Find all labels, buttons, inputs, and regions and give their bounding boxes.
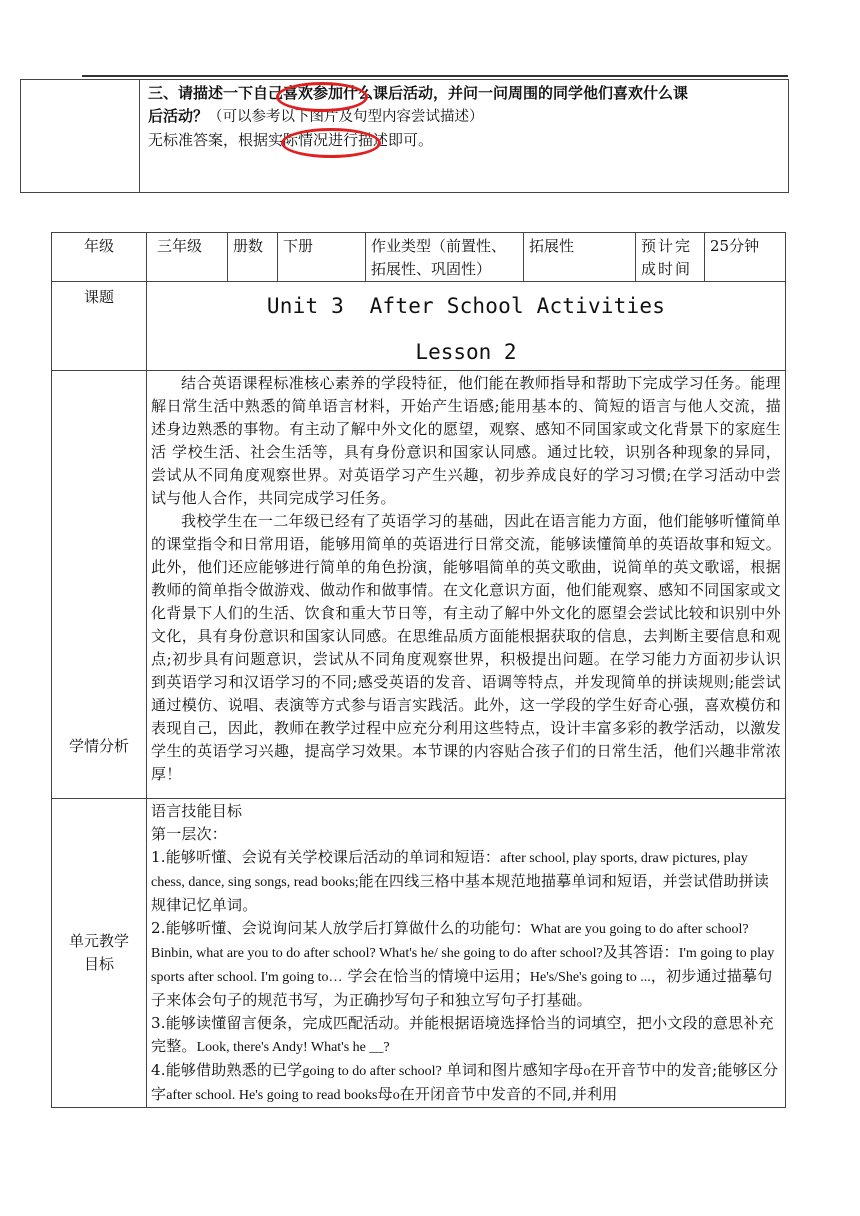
goal-4-english-3: after school. He's going to read books: [166, 1088, 378, 1103]
topic-label: 课题: [52, 282, 147, 371]
goal-2-english-2: I'm going to play sports after school. I'm going to…: [151, 946, 775, 985]
time-value: 25分钟: [705, 233, 786, 282]
goals-label: [52, 799, 147, 1108]
task-content-cell: [140, 80, 789, 193]
analysis-content: [147, 371, 786, 799]
goal-1-text-a: 1.能够听懂、会说有关学校课后活动的单词和短语：: [151, 848, 501, 866]
task-question-line2: [148, 105, 782, 129]
goals-content: [147, 799, 786, 1108]
unit-title: Unit 3 After School Activities: [266, 294, 666, 318]
top-rule: [82, 75, 788, 77]
homework-type-label: 作业类型（前置性、拓展性、巩固性）: [366, 233, 524, 282]
lesson-title: Lesson 2: [415, 340, 517, 364]
goal-2-text-c: 学会在恰当的情境中运用；: [342, 967, 530, 985]
goal-4-english-4: o: [392, 1088, 400, 1103]
goal-3-english: Look, there's Andy! What's he __?: [196, 1040, 390, 1055]
red-circle-annotation: [281, 128, 381, 158]
goal-4-text-d: 母: [377, 1085, 393, 1103]
goals-label-text: 单元教学目标: [68, 932, 129, 973]
analysis-label-text: 学情分析: [68, 737, 129, 755]
goal-4-text-e: 在开闭音节中发音的不同,并利用: [399, 1085, 618, 1103]
task-table: [20, 79, 789, 193]
goal-4-english-2: o: [583, 1064, 591, 1079]
goal-2-english-3: He's/She's going to ...: [529, 970, 651, 985]
goal-2: [151, 917, 781, 1012]
topic-cell: [147, 282, 786, 371]
task-question-note: （可以参考以下图片及句型内容尝试描述）: [208, 109, 484, 125]
lesson-plan-table: [51, 232, 786, 1108]
task-question-bold: 后活动？: [148, 107, 209, 125]
goal-3: [151, 1012, 781, 1059]
goal-4: [151, 1059, 781, 1107]
analysis-paragraph-1: 结合英语课程标准核心素养的学段特征，他们能在教师指导和帮助下完成学习任务。能理解日常生活中熟悉的简单语言材料，开始产生语感;能用基本的、简短的语言与他人交流，描述身边熟悉的事物。有主动了解中外文化的愿望，观察、感知不同国家或文化背景下的家庭生活 学校生活、社会生活等，具有身份意识和国家认同感。通过比较，识别各种现象的异同，尝试从不同角度观察世界。对英语学习产生兴趣，初步养成良好的学习习惯;在学习活动中尝试与他人合作，共同完成学习任务。: [151, 374, 781, 507]
goal-2-text-b: 及其答语：: [602, 943, 679, 961]
goal-1-english: after school, play sports, draw pictures, play chess, dance, sing songs, read books;: [151, 851, 748, 890]
analysis-paragraph-2: 我校学生在一二年级已经有了英语学习的基础，因此在语言能力方面，他们能够听懂简单的课堂指令和日常用语，能够用简单的英语进行日常交流，能够读懂简单的英语故事和短文。此外，他们还应能够进行简单的角色扮演，能够唱简单的英文歌曲，说简单的英文歌谣，根据教师的简单指令做游戏、做动作和做事情。在文化意识方面，他们能观察、感知不同国家或文化背景下人们的生活、饮食和重大节日等，有主动了解中外文化的愿望会尝试比较和识别中外文化，具有身份意识和国家认同感。在思维品质方面能根据获取的信息，去判断主要信息和观点;初步具有问题意识，尝试从不同角度观察世界，积极提出问题。在学习能力方面初步认识到英语学习和汉语学习的不同;感受英语的发音、语调等特点，并发现简单的拼读规则;能尝试通过模仿、说唱、表演等方式参与语言实践活。此外，这一学段的学生好奇心强，喜欢模仿和表现自己，因此，教师在教学过程中应充分利用这些特点，设计丰富多彩的教学活动，以激发学生的英语学习兴趣，提高学习效果。本节课的内容贴合孩子们的日常生活，他们兴趣非常浓厚！: [151, 512, 781, 783]
goal-1: [151, 846, 781, 917]
volume-label: 册数: [228, 233, 278, 282]
task-empty-cell: [21, 80, 140, 193]
goal-4-text-c: 在开音节中的发音;能够区分字: [151, 1061, 779, 1103]
grade-value: 三年级: [147, 233, 228, 282]
task-answer: 无标准答案，根据实际情况进行描述即可。: [148, 131, 434, 149]
goal-2-text-d: ，初步通过描摹句子来体会句子的规范书写，为正确抄写句子和独立写句子打基础。: [151, 967, 773, 1009]
goals-heading: 语言技能目标: [151, 802, 243, 820]
goal-2-text-a: 2.能够听懂、会说询问某人放学后打算做什么的功能句：: [151, 919, 531, 937]
task-question-line1: 三、请描述一下自己喜欢参加什么课后活动，并问一问周围的同学他们喜欢什么课: [148, 84, 689, 102]
homework-type-value: 拓展性: [524, 233, 636, 282]
analysis-label: [52, 371, 147, 799]
grade-label: 年级: [52, 233, 147, 282]
goal-4-text-a: 4.能够借助熟悉的已学: [151, 1061, 303, 1079]
goal-4-english-1: going to do after school?: [302, 1064, 442, 1079]
goal-1-text-b: 能在四线三格中基本规范地描摹单词和短语，并尝试借助拼读规律记忆单词。: [151, 872, 770, 914]
goal-2-english-1: What are you going to do after school? Binbin, what are you to do after school? What's he/ she going to do after school?: [151, 922, 749, 961]
red-circle-annotation: [276, 82, 368, 112]
goals-level: 第一层次：: [151, 825, 228, 843]
volume-value: 下册: [278, 233, 366, 282]
time-label: 预计完成时间: [636, 233, 705, 282]
goal-3-text: 3.能够读懂留言便条，完成匹配活动。并能根据语境选择恰当的词填空，把小文段的意思补充完整。: [151, 1014, 774, 1055]
goal-4-text-b: 单词和图片感知字母: [441, 1061, 584, 1079]
